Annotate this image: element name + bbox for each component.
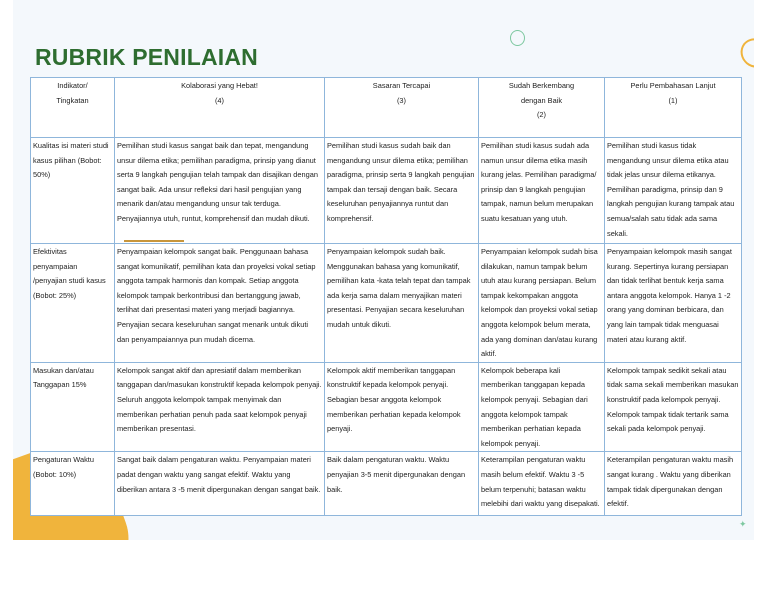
table-row <box>31 244 742 363</box>
criteria-cell-level-2: Keterampilan pengaturan waktu masih belum efektif. Waktu 3 -5 belum terpenuhi; batasan waktu melebihi dari waktu yang disepakati. <box>479 452 605 516</box>
header-level-2 <box>479 78 605 138</box>
header-line: (2) <box>536 110 547 120</box>
header-line: Kolaborasi yang Hebat! <box>181 81 258 90</box>
header-level-4 <box>115 78 325 138</box>
criteria-cell-level-4: Penyampaian kelompok sangat baik. Penggunaan bahasa sangat komunikatif, pemilihan kata dan proyeksi vokal setiap anggota tampak harmonis dan kompak. Setiap anggota kelompok tampak berkontribusi dan bertanggung jawab, terlihat dari presentasi materi yang merjadi bagiannya. Penyajian secara keseluruhan sangat menarik untuk dikuti dan penyampaiannya pun mudah dicerna. <box>115 244 325 363</box>
indicator-cell: Efektivitas penyampaian /penyajian studi kasus (Bobot: 25%) <box>31 244 115 363</box>
criteria-cell-level-1: Kelompok tampak sedikit sekali atau tidak sama sekali memberikan masukan konstruktif pada kelompok penyaji. Kelompok tampak tidak tertarik sama sekali pada kelompok penyaji. <box>605 362 742 452</box>
criteria-cell-level-2: Kelompok beberapa kali memberikan tanggapan kepada kelompok penyaji. Sebagian dari anggota kelompok tampak memberikan perhatian kepada kelompok penyaji. <box>479 362 605 452</box>
decorative-star-icon: ✦ <box>739 519 747 529</box>
criteria-cell-level-1: Keterampilan pengaturan waktu masih sangat kurang . Waktu yang diberikan tampak tidak dipergunakan dengan efektif. <box>605 452 742 516</box>
table-header-row <box>31 78 742 138</box>
criteria-cell-level-3: Baik dalam pengaturan waktu. Waktu penyajian 3-5 menit dipergunakan dengan baik. <box>325 452 479 516</box>
criteria-cell-level-4: Kelompok sangat aktif dan apresiatif dalam memberikan tanggapan dan/masukan konstruktif kepada kelompok penyaji. Seluruh anggota kelompok tampak menyimak dan memberikan perhatian penuh pada saat kelompok penyaji memberikan presentasi. <box>115 362 325 452</box>
rubric-table <box>30 77 742 516</box>
header-line: Sasaran Tercapai <box>372 81 431 90</box>
table-row <box>31 452 742 516</box>
header-line: (4) <box>214 95 225 105</box>
header-line: Sudah Berkembang <box>508 81 575 90</box>
header-line: Indikator/ <box>57 81 88 90</box>
header-indicator <box>31 78 115 138</box>
criteria-cell-level-3: Kelompok aktif memberikan tanggapan konstruktif kepada kelompok penyaji. Sebagian besar anggota kelompok memberikan perhatian kepada kelompok penyaji. <box>325 362 479 452</box>
criteria-cell-level-1: Penyampaian kelompok masih sangat kurang. Sepertinya kurang persiapan dan tidak terlihat bentuk kerja sama antara anggota kelompok. Hanya 1 -2 orang yang dominan berbicara, dan yang lain tampak tidak menguasai materi atau kurang aktif. <box>605 244 742 363</box>
header-line: (3) <box>396 95 407 105</box>
criteria-cell-level-2: Pemilihan studi kasus sudah ada namun unsur dilema etika masih kurang jelas. Pemilihan paradigma/ prinsip dan 9 langkah pengujian tampak, namun belum merupakan suatu kesatuan yang utuh. <box>479 138 605 244</box>
header-line: (1) <box>668 95 678 105</box>
indicator-cell: Masukan dan/atau Tanggapan 15% <box>31 362 115 452</box>
criteria-cell-level-3: Pemilihan studi kasus sudah baik dan mengandung unsur dilema etika; pemilihan paradigma, prinsip serta 9 langkah pengujian tampak dan tersaji dengan baik. Secara keseluruhan penyajiannya runtut dan komprehensif. <box>325 138 479 244</box>
header-level-3 <box>325 78 479 138</box>
header-line: dengan Baik <box>520 95 563 105</box>
page-title: RUBRIK PENILAIAN <box>35 44 258 70</box>
criteria-cell-level-2: Penyampaian kelompok sudah bisa dilakukan, namun tampak belum utuh atau kurang persiapan. Belum tampak kekompakan anggota kelompok dan proyeksi vokal setiap anggota kelompok belum merata, ada yang dominan dan/atau kurang aktif. <box>479 244 605 363</box>
indicator-cell: Pengaturan Waktu (Bobot: 10%) <box>31 452 115 516</box>
table-row <box>31 362 742 452</box>
decorative-circle-icon <box>510 30 525 46</box>
header-level-1 <box>605 78 742 138</box>
header-line: Perlu Pembahasan Lanjut <box>630 81 716 90</box>
decorative-arc-icon <box>735 33 754 74</box>
table-row <box>31 138 742 244</box>
criteria-cell-level-3: Penyampaian kelompok sudah baik. Menggunakan bahasa yang komunikatif, pemilihan kata -kata telah tepat dan tampak ada kerja sama dalam menyajikan materi presentasi. Penyajian secara keseluruhan mudah untuk dikuti. <box>325 244 479 363</box>
decorative-underline <box>124 240 184 242</box>
criteria-cell-level-4: Sangat baik dalam pengaturan waktu. Penyampaian materi padat dengan waktu yang sangat efektif. Waktu yang diberikan antara 3 -5 menit dipergunakan dengan sangat baik. <box>115 452 325 516</box>
criteria-cell-level-4: Pemilihan studi kasus sangat baik dan tepat, mengandung unsur dilema etika; pemilihan paradigma, prinsip yang dianut serta 9 langkah pengujian telah tampak dan disajikan dengan sangat baik. Ada unsur refleksi dari hasil pengujian yang menarik dan/atau mengandung unsur tak terduga. Penyajiannya utuh, runtut, komprehensif dan mudah dikuti. <box>115 138 325 244</box>
header-line: Tingkatan <box>56 95 89 105</box>
indicator-cell: Kualitas isi materi studi kasus pilihan (Bobot: 50%) <box>31 138 115 244</box>
criteria-cell-level-1: Pemilihan studi kasus tidak mengandung unsur dilema etika atau tidak jelas unsur dilema etikanya. Pemilihan paradigma, prinsip dan 9 langkah pengujian kurang tampak atau semua/salah satu tidak ada sama sekali. <box>605 138 742 244</box>
